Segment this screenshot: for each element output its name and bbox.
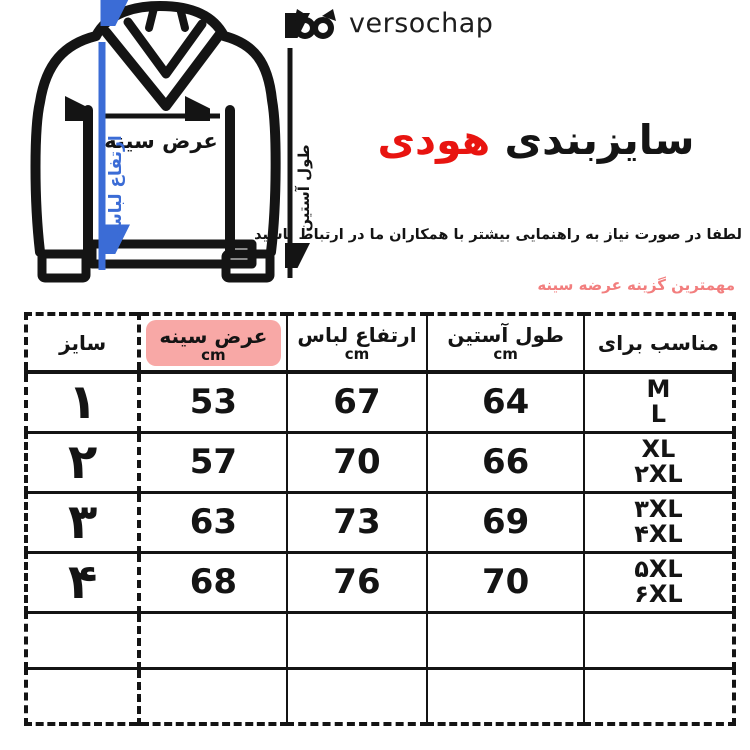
size-cell xyxy=(26,612,139,668)
col-header-fits: مناسب برای xyxy=(584,314,734,372)
table-row xyxy=(26,612,734,668)
important-option-note: مهمترین گزینه عرضه سینه xyxy=(537,276,735,294)
sleeve-cell: 64 xyxy=(427,372,583,432)
brand-logo xyxy=(291,8,493,39)
fits-cell: ۳XL ۴XL xyxy=(584,492,734,552)
height-cell: 76 xyxy=(287,552,428,612)
height-cell: 67 xyxy=(287,372,428,432)
title-accent: هودی xyxy=(377,116,491,164)
height-cell xyxy=(287,668,428,724)
fits-cell: ۵XL ۶XL xyxy=(584,552,734,612)
sleeve-cell: 69 xyxy=(427,492,583,552)
size-chart-table xyxy=(24,312,736,726)
chest-cell: 68 xyxy=(139,552,286,612)
garment-height-label: ارتفاع لباس xyxy=(106,135,126,237)
help-note: لطفا در صورت نیاز به راهنمایی بیشتر با همکاران ما در ارتباط باشید xyxy=(254,227,742,243)
table-row xyxy=(26,552,734,612)
sleeve-length-arrow xyxy=(290,48,313,278)
hoodie-diagram xyxy=(8,0,330,300)
table-row xyxy=(26,432,734,492)
title-main: سایزبندی xyxy=(504,116,695,164)
table-row xyxy=(26,372,734,432)
col-header-size: سایز xyxy=(26,314,139,372)
chest-cell: 53 xyxy=(139,372,286,432)
chest-cell: 57 xyxy=(139,432,286,492)
size-cell: ۲ xyxy=(26,432,139,492)
fits-cell: M L xyxy=(584,372,734,432)
col-header-sleeve: طول آستین cm xyxy=(427,314,583,372)
sleeve-cell: 66 xyxy=(427,432,583,492)
chest-cell xyxy=(139,612,286,668)
size-cell: ۴ xyxy=(26,552,139,612)
col-header-height: ارتفاع لباس cm xyxy=(287,314,428,372)
fits-cell: XL ۲XL xyxy=(584,432,734,492)
sleeve-length-label: طول آستین xyxy=(295,144,313,232)
size-cell: ۱ xyxy=(26,372,139,432)
size-cell: ۳ xyxy=(26,492,139,552)
sleeve-cell xyxy=(427,612,583,668)
size-chart xyxy=(24,312,736,726)
fits-cell xyxy=(584,612,734,668)
fits-cell xyxy=(584,668,734,724)
table-row xyxy=(26,492,734,552)
sleeve-cell: 70 xyxy=(427,552,583,612)
col-header-chest xyxy=(139,314,286,372)
table-row xyxy=(26,668,734,724)
sleeve-cell xyxy=(427,668,583,724)
height-cell xyxy=(287,612,428,668)
size-table-body xyxy=(26,372,734,724)
height-cell: 73 xyxy=(287,492,428,552)
garment-height-arrow xyxy=(102,42,126,270)
chest-width-label: عرض سینه xyxy=(104,129,218,153)
owl-icon xyxy=(291,8,339,39)
header-row xyxy=(26,314,734,372)
size-cell xyxy=(26,668,139,724)
chest-cell xyxy=(139,668,286,724)
chest-highlight: عرض سینه cm xyxy=(146,320,280,366)
page-title xyxy=(330,116,742,164)
height-cell: 70 xyxy=(287,432,428,492)
chest-cell: 63 xyxy=(139,492,286,552)
brand-name: versochap xyxy=(349,8,494,39)
